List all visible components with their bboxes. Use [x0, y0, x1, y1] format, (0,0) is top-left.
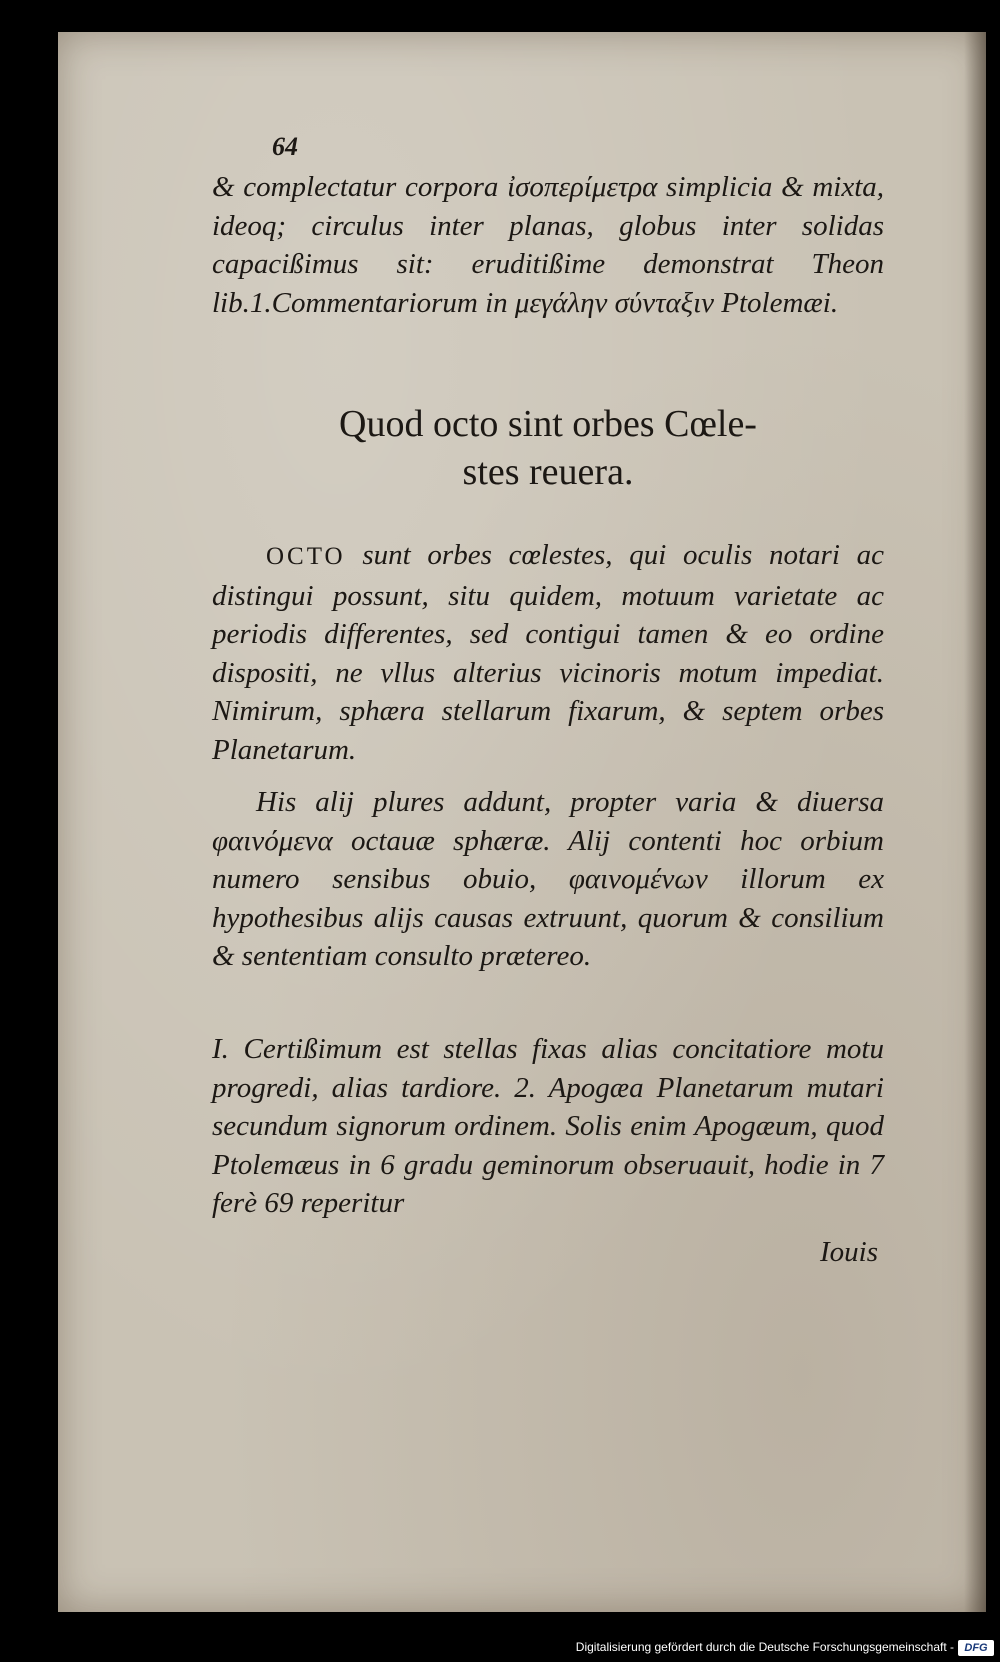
page-edge-shadow [964, 32, 986, 1612]
section-heading [212, 400, 884, 496]
octo-lead-word: OCTO [266, 543, 346, 570]
footer-bar [0, 1622, 1000, 1662]
his-paragraph: His alij plures addunt, propter varia & diuersa φαινόμενα octauæ sphæræ. Alij contenti hoc orbium numero sensibus obuio, φαινομένων illorum ex hypothesibus alijs causas extruunt, quorum & consilium & sententiam consulto prætereo. [212, 786, 884, 972]
heading-line-2: stes reuera. [462, 451, 634, 493]
catchword: Iouis [820, 1236, 878, 1268]
footer-credit: Digitalisierung gefördert durch die Deutsche Forschungsgemeinschaft - [575, 1640, 954, 1654]
dfg-logo[interactable]: DFG [958, 1640, 994, 1656]
octo-paragraph-text: sunt orbes cœlestes, qui oculis notari ac distingui possunt, situ quidem, motuum varietate ac periodis differentes, sed contigui tamen & eo ordine dispositi, ne vllus alterius vicinoris motum impediat. Nimirum, sphæra stellarum fixarum, & septem orbes Planetarum. [212, 539, 884, 766]
octo-paragraph [212, 536, 884, 769]
heading-line-1: Quod octo sint orbes Cœle- [339, 403, 757, 445]
intro-paragraph: & complectatur corpora ἰσοπερίμετρα simplicia & mixta, ideoq; circulus inter planas, globus inter solidas capacißimus sit: eruditißime demonstrat Theon lib.1.Commentariorum in μεγάλην σύνταξιν Ptolemæi. [212, 171, 884, 319]
item-one-paragraph: I. Certißimum est stellas fixas alias concitatiore motu progredi, alias tardiore. 2. Apogæa Planetarum mutari secundum signorum ordinem. Solis enim Apogæum, quod Ptolemæus in 6 gradu geminorum obseruauit, hodie in 7 ferè 69 reperitur [212, 1033, 884, 1219]
page-number: 64 [272, 132, 298, 161]
